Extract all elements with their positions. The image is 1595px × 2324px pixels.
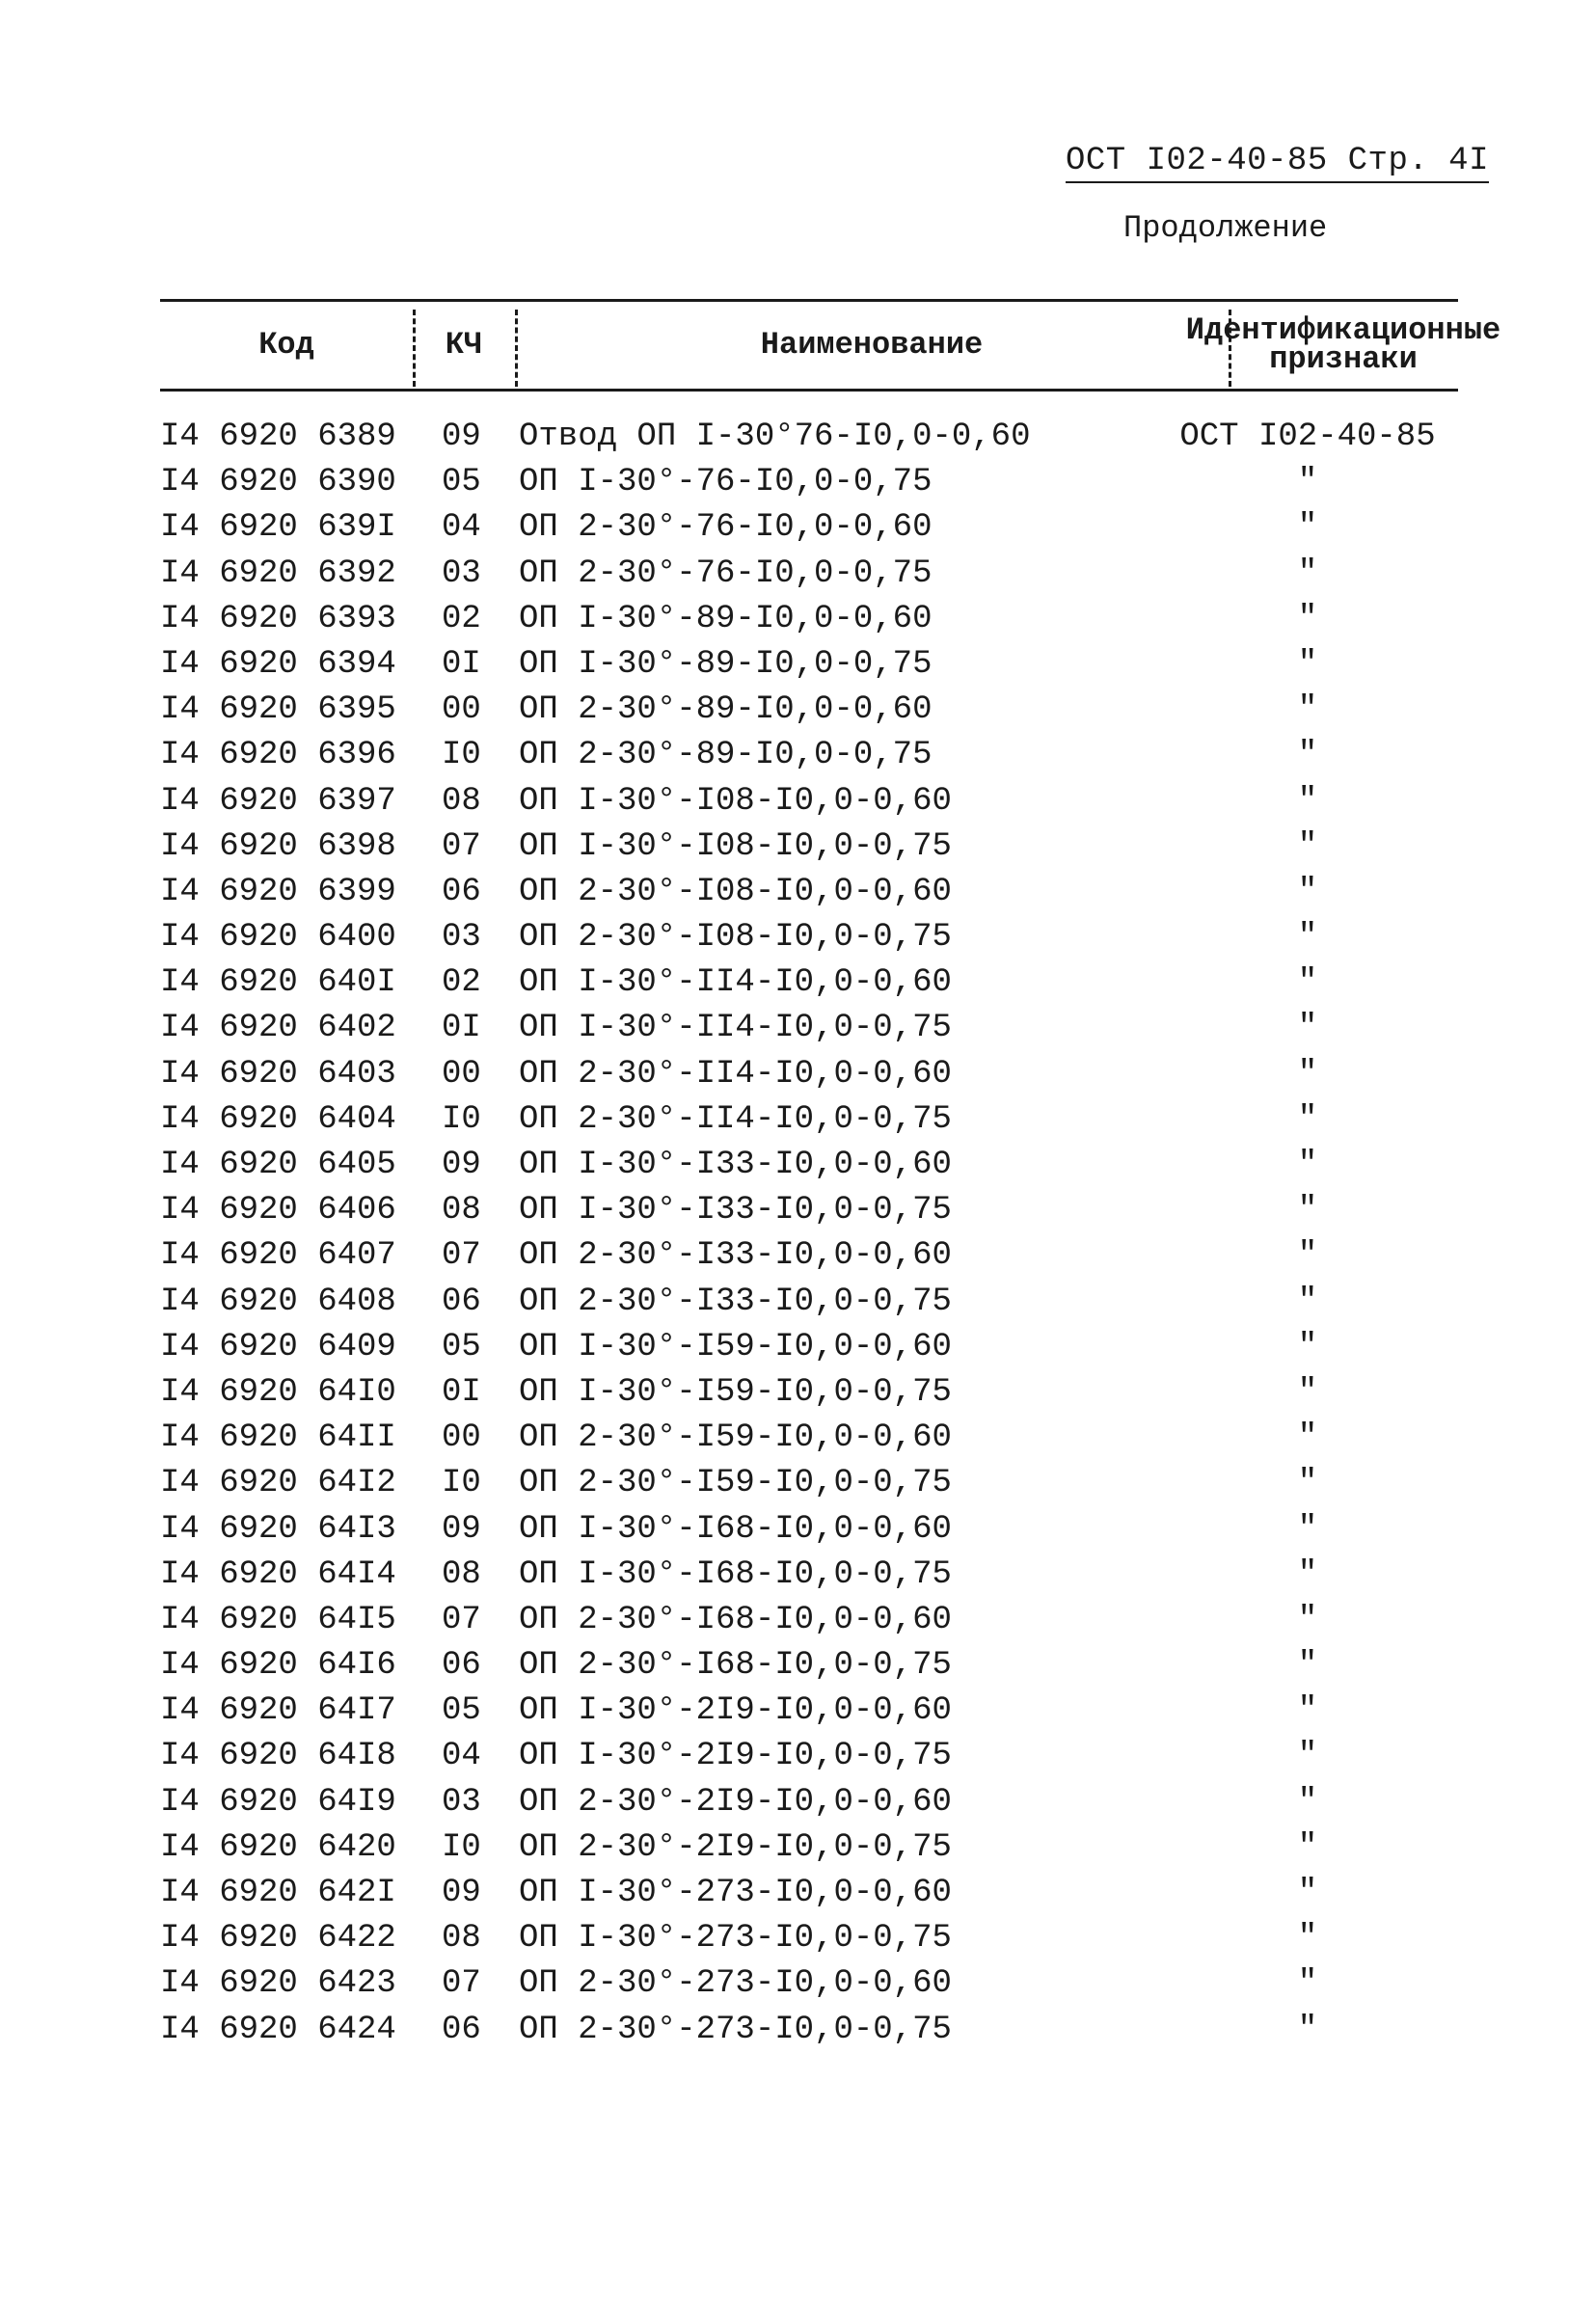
cell-kch: 09	[442, 1875, 481, 1911]
cell-kch: 02	[442, 600, 481, 637]
cell-code: I4 6920 6395	[160, 691, 396, 729]
cell-identification: "	[1297, 782, 1318, 820]
cell-identification: "	[1297, 600, 1318, 637]
cell-kch: 05	[442, 464, 481, 501]
cell-kch: I0	[442, 1828, 481, 1866]
cell-code: I4 6920 6402	[160, 1010, 396, 1047]
cell-identification: "	[1297, 1373, 1318, 1411]
cell-name: ОП 2-30°-I08-I0,0-0,75	[519, 919, 952, 957]
cell-identification: "	[1297, 1100, 1318, 1138]
cell-code: I4 6920 6400	[160, 919, 396, 957]
cell-kch: 00	[442, 691, 481, 729]
cell-name: ОП 2-30°-273-I0,0-0,75	[519, 2011, 952, 2048]
cell-code: I4 6920 6424	[160, 2011, 396, 2048]
cell-code: I4 6920 6409	[160, 1328, 396, 1365]
cell-identification: "	[1297, 1920, 1318, 1958]
cell-kch: 07	[442, 1601, 481, 1638]
cell-identification: "	[1297, 1783, 1318, 1821]
cell-name: ОП 2-30°-273-I0,0-0,60	[519, 1965, 952, 2003]
cell-name: ОП I-30°-I33-I0,0-0,60	[519, 1147, 952, 1183]
table-row	[160, 1871, 1458, 1916]
table-header	[160, 299, 1501, 392]
cell-code: I4 6920 6403	[160, 1055, 396, 1093]
table-row	[160, 1143, 1458, 1188]
table-row	[160, 1825, 1458, 1871]
table-row	[160, 779, 1458, 824]
cell-kch: 06	[442, 1647, 481, 1685]
cell-name: ОП I-30°-76-I0,0-0,75	[519, 464, 933, 501]
cell-identification: "	[1297, 919, 1318, 957]
table-row	[160, 1370, 1458, 1416]
cell-kch: 07	[442, 1965, 481, 2003]
table-row	[160, 2008, 1458, 2053]
cell-identification: "	[1297, 1328, 1318, 1365]
cell-name: ОП I-30°-II4-I0,0-0,60	[519, 964, 952, 1002]
cell-name: ОП 2-30°-I59-I0,0-0,75	[519, 1465, 952, 1502]
table-row	[160, 1961, 1458, 2007]
cell-kch: 08	[442, 1555, 481, 1593]
cell-code: I4 6920 64I6	[160, 1647, 396, 1685]
table-row	[160, 1780, 1458, 1825]
table-row	[160, 1461, 1458, 1506]
cell-code: I4 6920 6420	[160, 1828, 396, 1866]
cell-kch: 0I	[442, 1373, 481, 1411]
table-row	[160, 1233, 1458, 1279]
cell-kch: 08	[442, 1920, 481, 1958]
cell-code: I4 6920 64I8	[160, 1738, 396, 1775]
cell-identification: "	[1297, 1692, 1318, 1730]
table-row	[160, 415, 1458, 460]
cell-name: ОП 2-30°-76-I0,0-0,75	[519, 554, 933, 592]
cell-code: I4 6920 64I7	[160, 1692, 396, 1730]
table-row	[160, 1643, 1458, 1689]
continuation-label: Продолжение	[1123, 210, 1328, 246]
cell-kch: 04	[442, 509, 481, 547]
cell-kch: I0	[442, 1465, 481, 1502]
cell-code: I4 6920 6397	[160, 782, 396, 820]
cell-name: ОП 2-30°-I33-I0,0-0,75	[519, 1283, 952, 1320]
document-reference: ОСТ I02-40-85 Стр. 4I	[1066, 143, 1489, 183]
cell-identification: "	[1297, 464, 1318, 501]
table-row	[160, 1507, 1458, 1553]
cell-code: I4 6920 6393	[160, 600, 396, 637]
cell-identification: "	[1297, 1192, 1318, 1230]
cell-name: Отвод ОП I-30°76-I0,0-0,60	[519, 419, 1031, 455]
table-row	[160, 1689, 1458, 1734]
table-row	[160, 1598, 1458, 1643]
cell-name: ОП 2-30°-II4-I0,0-0,60	[519, 1055, 952, 1093]
cell-code: I4 6920 6405	[160, 1147, 396, 1183]
cell-code: I4 6920 64I9	[160, 1783, 396, 1821]
cell-kch: 07	[442, 827, 481, 865]
column-header-identification: Идентификационные признаки	[1185, 312, 1501, 377]
cell-code: I4 6920 6392	[160, 554, 396, 592]
cell-name: ОП I-30°-I08-I0,0-0,60	[519, 782, 952, 820]
cell-kch: 06	[442, 2011, 481, 2048]
cell-name: ОП 2-30°-2I9-I0,0-0,60	[519, 1783, 952, 1821]
cell-kch: 0I	[442, 1010, 481, 1047]
cell-kch: 02	[442, 964, 481, 1002]
cell-identification: "	[1297, 1647, 1318, 1685]
cell-kch: 09	[442, 1510, 481, 1548]
cell-kch: 00	[442, 1055, 481, 1093]
table-row	[160, 688, 1458, 733]
cell-identification: "	[1297, 1510, 1318, 1548]
cell-name: ОП 2-30°-II4-I0,0-0,75	[519, 1100, 952, 1138]
cell-name: ОП I-30°-I33-I0,0-0,75	[519, 1192, 952, 1230]
cell-identification: "	[1297, 1055, 1318, 1093]
cell-code: I4 6920 6394	[160, 645, 396, 683]
cell-name: ОП I-30°-273-I0,0-0,75	[519, 1920, 952, 1958]
cell-code: I4 6920 6423	[160, 1965, 396, 2003]
cell-identification: "	[1297, 1965, 1318, 2003]
cell-name: ОП 2-30°-89-I0,0-0,75	[519, 737, 933, 774]
cell-identification: "	[1297, 737, 1318, 774]
cell-name: ОП I-30°-I59-I0,0-0,60	[519, 1328, 952, 1365]
cell-name: ОП I-30°-89-I0,0-0,60	[519, 600, 933, 637]
cell-name: ОП I-30°-89-I0,0-0,75	[519, 645, 933, 683]
cell-code: I4 6920 640I	[160, 964, 396, 1002]
table-row	[160, 597, 1458, 642]
table-row	[160, 1916, 1458, 1961]
cell-name: ОП 2-30°-I68-I0,0-0,75	[519, 1647, 952, 1685]
cell-name: ОП I-30°-I08-I0,0-0,75	[519, 827, 952, 865]
table-row	[160, 1416, 1458, 1461]
cell-name: ОП 2-30°-I33-I0,0-0,60	[519, 1237, 952, 1275]
cell-identification: "	[1297, 2011, 1318, 2048]
cell-name: ОП 2-30°-I08-I0,0-0,60	[519, 873, 952, 910]
cell-code: I4 6920 6422	[160, 1920, 396, 1958]
cell-identification: "	[1297, 1237, 1318, 1275]
table-row	[160, 824, 1458, 870]
cell-code: I4 6920 64I2	[160, 1465, 396, 1502]
table-row	[160, 1052, 1458, 1097]
cell-identification: ОСТ I02-40-85	[1179, 419, 1436, 455]
cell-name: ОП 2-30°-76-I0,0-0,60	[519, 509, 933, 547]
cell-name: ОП I-30°-I59-I0,0-0,75	[519, 1373, 952, 1411]
cell-code: I4 6920 6408	[160, 1283, 396, 1320]
cell-code: I4 6920 6398	[160, 827, 396, 865]
table-row	[160, 1734, 1458, 1779]
cell-identification: "	[1297, 1555, 1318, 1593]
cell-code: I4 6920 64I4	[160, 1555, 396, 1593]
cell-name: ОП 2-30°-89-I0,0-0,60	[519, 691, 933, 729]
cell-name: ОП I-30°-273-I0,0-0,60	[519, 1875, 952, 1911]
cell-identification: "	[1297, 827, 1318, 865]
cell-code: I4 6920 64II	[160, 1419, 396, 1457]
table-row	[160, 733, 1458, 778]
cell-identification: "	[1297, 1419, 1318, 1457]
table-row	[160, 642, 1458, 688]
cell-identification: "	[1297, 1875, 1318, 1911]
cell-kch: 06	[442, 873, 481, 910]
cell-name: ОП 2-30°-I59-I0,0-0,60	[519, 1419, 952, 1457]
column-header-kch: КЧ	[445, 327, 483, 363]
cell-identification: "	[1297, 554, 1318, 592]
cell-identification: "	[1297, 964, 1318, 1002]
cell-kch: I0	[442, 1100, 481, 1138]
cell-name: ОП I-30°-2I9-I0,0-0,75	[519, 1738, 952, 1775]
table-row	[160, 552, 1458, 597]
table-row	[160, 870, 1458, 915]
cell-name: ОП 2-30°-2I9-I0,0-0,75	[519, 1828, 952, 1866]
cell-kch: 0I	[442, 645, 481, 683]
cell-code: I4 6920 6407	[160, 1237, 396, 1275]
table-row	[160, 1325, 1458, 1370]
cell-code: I4 6920 6406	[160, 1192, 396, 1230]
cell-code: I4 6920 6396	[160, 737, 396, 774]
table-row	[160, 505, 1458, 551]
cell-code: I4 6920 64I3	[160, 1510, 396, 1548]
cell-name: ОП I-30°-I68-I0,0-0,75	[519, 1555, 952, 1593]
cell-code: I4 6920 639I	[160, 509, 396, 547]
table-row	[160, 1553, 1458, 1598]
table-body	[160, 415, 1458, 2053]
table-row	[160, 1006, 1458, 1051]
table-row	[160, 1188, 1458, 1233]
cell-identification: "	[1297, 1465, 1318, 1502]
cell-identification: "	[1297, 1738, 1318, 1775]
cell-code: I4 6920 6390	[160, 464, 396, 501]
cell-kch: 05	[442, 1692, 481, 1730]
cell-name: ОП I-30°-2I9-I0,0-0,60	[519, 1692, 952, 1730]
cell-kch: 03	[442, 919, 481, 957]
cell-code: I4 6920 64I5	[160, 1601, 396, 1638]
cell-kch: 08	[442, 782, 481, 820]
cell-name: ОП 2-30°-I68-I0,0-0,60	[519, 1601, 952, 1638]
cell-kch: 03	[442, 1783, 481, 1821]
cell-kch: 09	[442, 419, 481, 455]
cell-kch: 00	[442, 1419, 481, 1457]
cell-identification: "	[1297, 509, 1318, 547]
cell-name: ОП I-30°-II4-I0,0-0,75	[519, 1010, 952, 1047]
cell-kch: 07	[442, 1237, 481, 1275]
cell-identification: "	[1297, 1601, 1318, 1638]
cell-code: I4 6920 64I0	[160, 1373, 396, 1411]
table-row	[160, 915, 1458, 960]
cell-kch: 04	[442, 1738, 481, 1775]
table-row	[160, 1097, 1458, 1143]
cell-identification: "	[1297, 691, 1318, 729]
cell-identification: "	[1297, 1147, 1318, 1183]
cell-identification: "	[1297, 1828, 1318, 1866]
cell-identification: "	[1297, 1283, 1318, 1320]
cell-kch: 05	[442, 1328, 481, 1365]
cell-kch: I0	[442, 737, 481, 774]
cell-identification: "	[1297, 1010, 1318, 1047]
cell-code: I4 6920 642I	[160, 1875, 396, 1911]
table-row	[160, 960, 1458, 1006]
cell-code: I4 6920 6399	[160, 873, 396, 910]
cell-kch: 03	[442, 554, 481, 592]
cell-identification: "	[1297, 873, 1318, 910]
cell-kch: 09	[442, 1147, 481, 1183]
table-row	[160, 1280, 1458, 1325]
cell-name: ОП I-30°-I68-I0,0-0,60	[519, 1510, 952, 1548]
table-row	[160, 460, 1458, 505]
column-header-name: Наименование	[760, 327, 984, 363]
column-header-code: Код	[258, 327, 314, 363]
cell-code: I4 6920 6389	[160, 419, 396, 455]
cell-code: I4 6920 6404	[160, 1100, 396, 1138]
cell-identification: "	[1297, 645, 1318, 683]
cell-kch: 08	[442, 1192, 481, 1230]
cell-kch: 06	[442, 1283, 481, 1320]
